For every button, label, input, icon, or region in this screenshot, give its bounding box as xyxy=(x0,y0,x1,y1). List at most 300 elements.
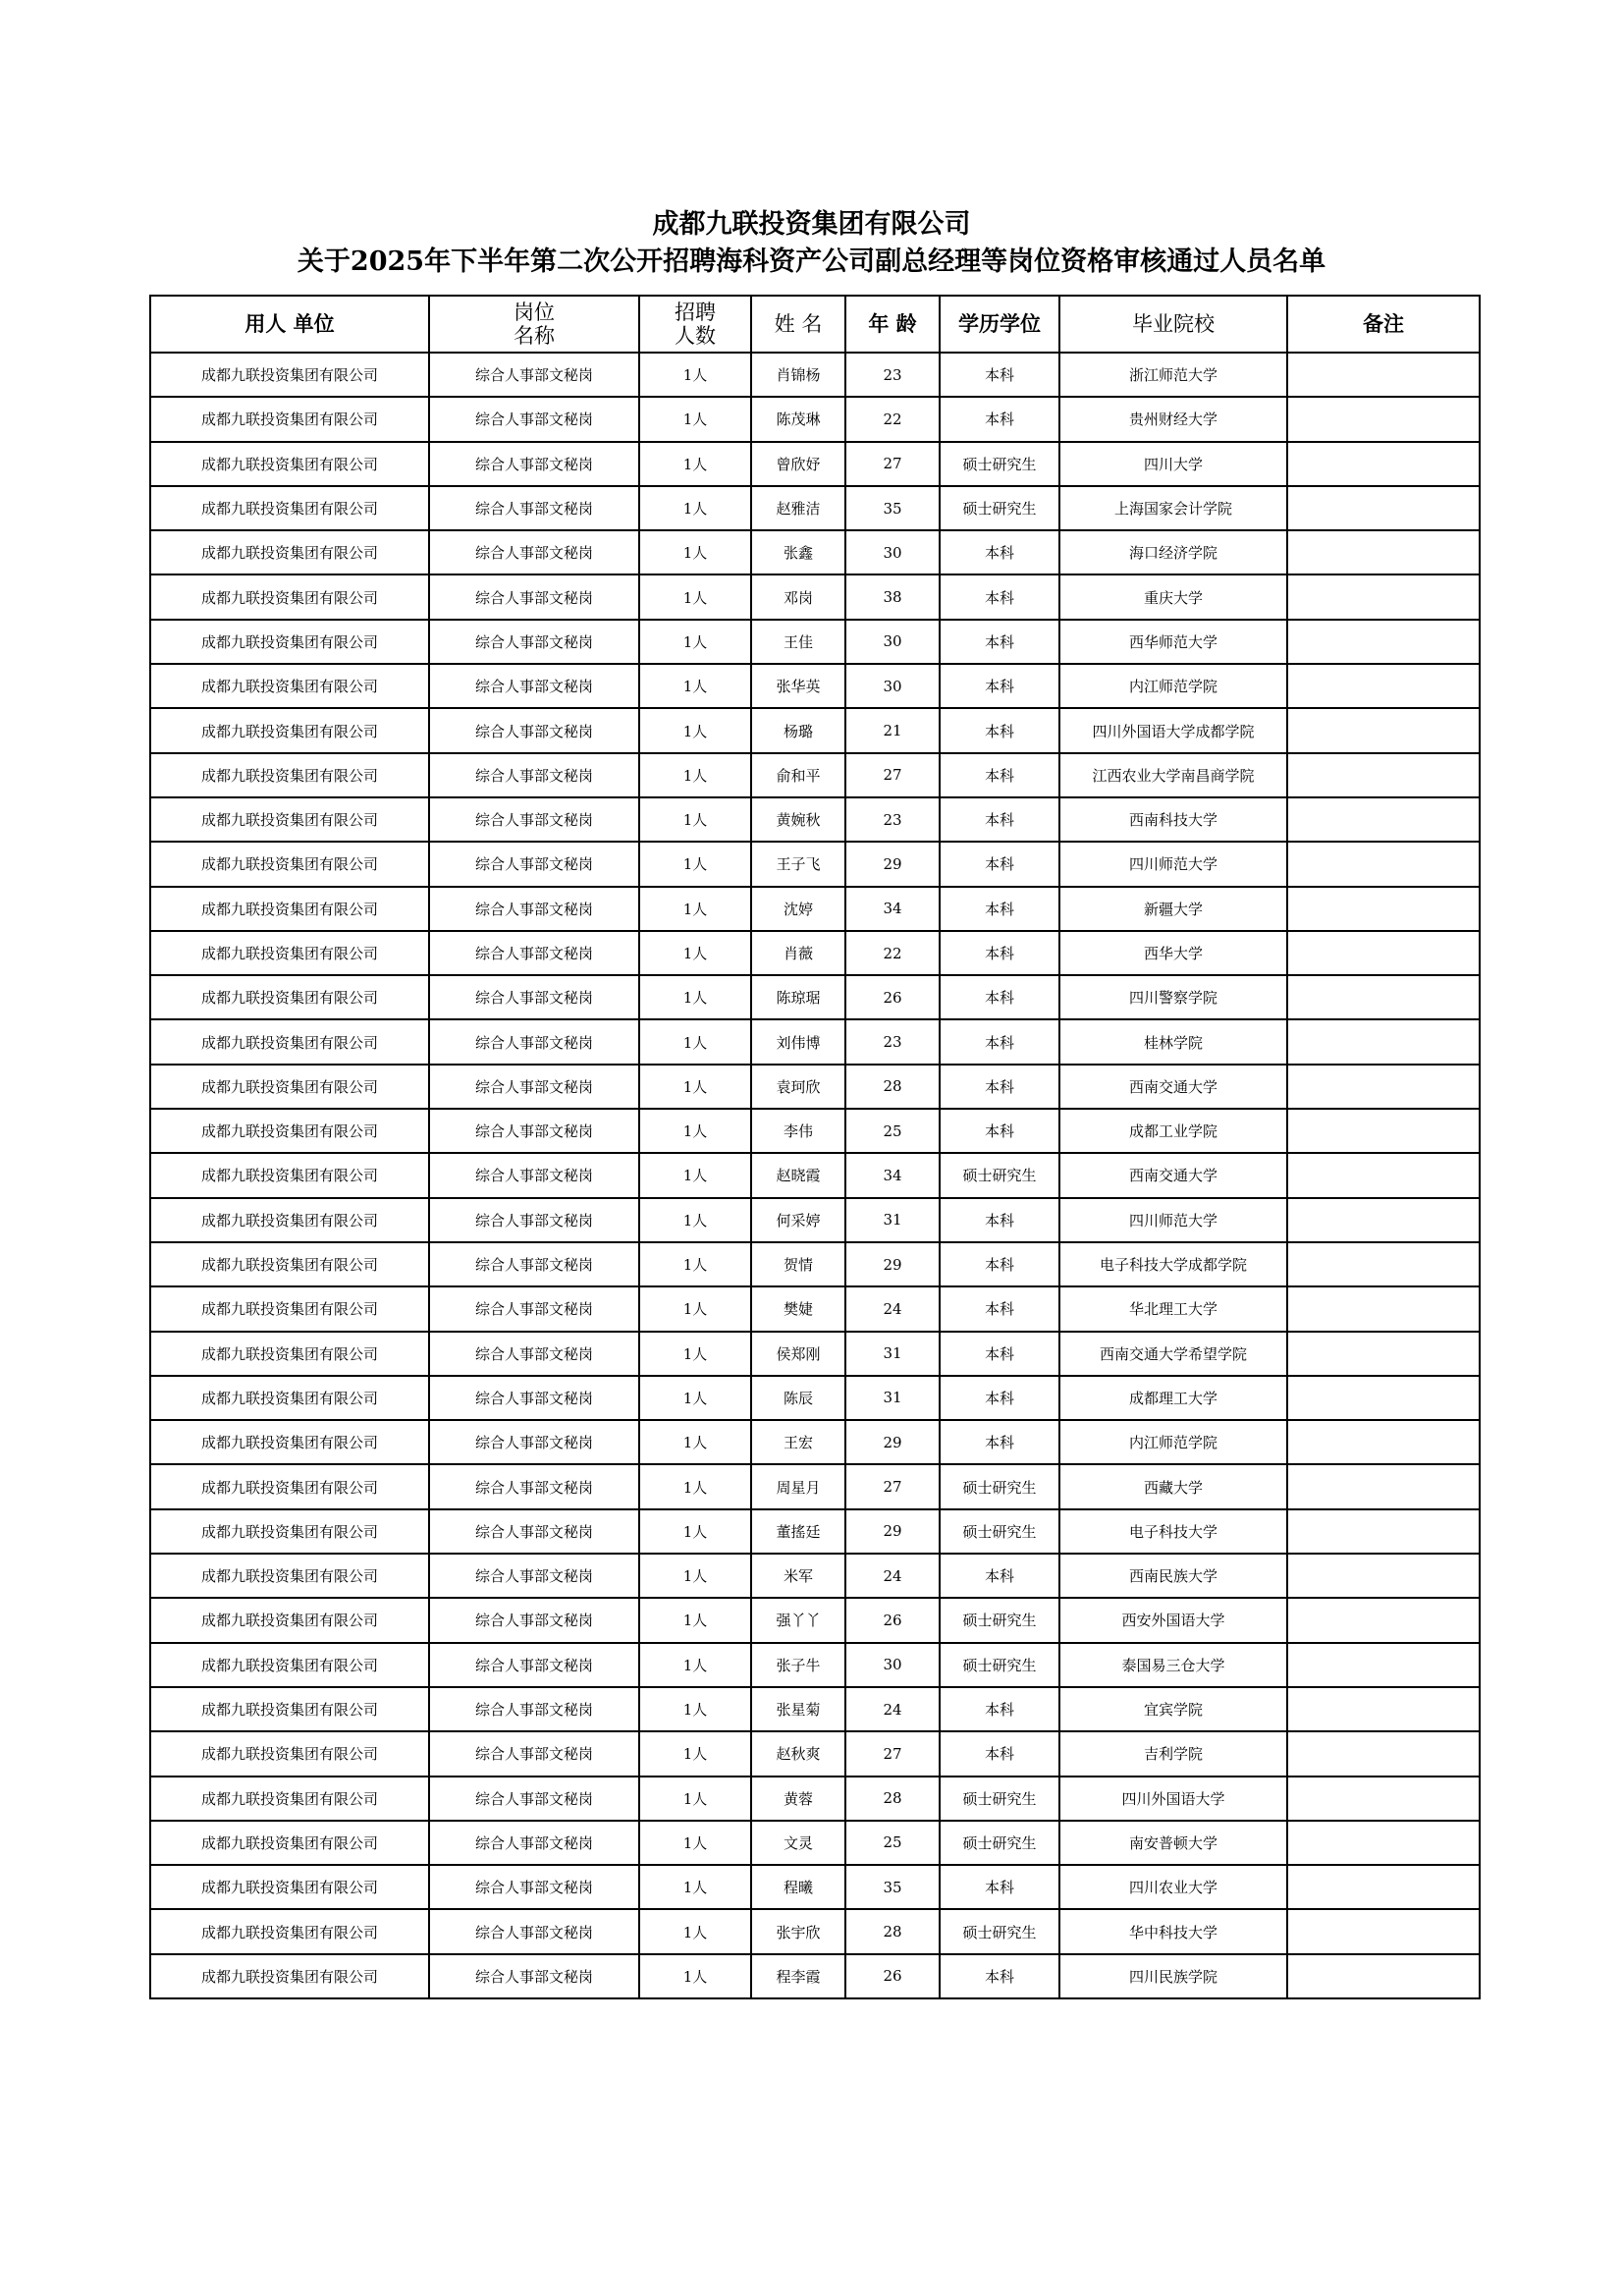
cell-age: 29 xyxy=(845,842,940,886)
cell-school: 西南交通大学 xyxy=(1059,1065,1287,1109)
cell-note xyxy=(1287,1376,1480,1420)
cell-degree: 本科 xyxy=(940,1198,1059,1242)
table-row xyxy=(150,1554,1480,1598)
cell-degree: 本科 xyxy=(940,397,1059,441)
cell-name: 王佳 xyxy=(751,620,845,664)
cell-unit: 成都九联投资集团有限公司 xyxy=(150,1865,429,1909)
cell-school: 泰国易三仓大学 xyxy=(1059,1643,1287,1687)
cell-count: 1人 xyxy=(639,1731,751,1776)
cell-degree: 本科 xyxy=(940,1286,1059,1331)
cell-degree: 本科 xyxy=(940,1242,1059,1286)
cell-age: 23 xyxy=(845,797,940,842)
cell-position: 综合人事部文秘岗 xyxy=(429,1332,639,1376)
cell-position: 综合人事部文秘岗 xyxy=(429,486,639,530)
cell-position: 综合人事部文秘岗 xyxy=(429,574,639,619)
cell-school: 江西农业大学南昌商学院 xyxy=(1059,753,1287,797)
cell-age: 23 xyxy=(845,353,940,397)
cell-note xyxy=(1287,1731,1480,1776)
header-note: 备注 xyxy=(1287,296,1480,353)
cell-name: 董搖廷 xyxy=(751,1509,845,1554)
cell-name: 樊婕 xyxy=(751,1286,845,1331)
cell-age: 35 xyxy=(845,486,940,530)
cell-position: 综合人事部文秘岗 xyxy=(429,1954,639,1998)
cell-school: 南安普顿大学 xyxy=(1059,1821,1287,1865)
cell-degree: 本科 xyxy=(940,620,1059,664)
cell-school: 西安外国语大学 xyxy=(1059,1598,1287,1642)
cell-count: 1人 xyxy=(639,620,751,664)
cell-school: 内江师范学院 xyxy=(1059,1420,1287,1464)
cell-note xyxy=(1287,1109,1480,1153)
cell-degree: 硕士研究生 xyxy=(940,1909,1059,1953)
cell-degree: 本科 xyxy=(940,530,1059,574)
cell-unit: 成都九联投资集团有限公司 xyxy=(150,1376,429,1420)
cell-degree: 硕士研究生 xyxy=(940,1598,1059,1642)
cell-note xyxy=(1287,664,1480,708)
cell-note xyxy=(1287,1777,1480,1821)
cell-age: 25 xyxy=(845,1821,940,1865)
cell-age: 30 xyxy=(845,530,940,574)
table-row xyxy=(150,1509,1480,1554)
cell-note xyxy=(1287,1065,1480,1109)
cell-school: 四川师范大学 xyxy=(1059,1198,1287,1242)
cell-unit: 成都九联投资集团有限公司 xyxy=(150,797,429,842)
cell-school: 内江师范学院 xyxy=(1059,664,1287,708)
cell-position: 综合人事部文秘岗 xyxy=(429,975,639,1019)
cell-school: 西藏大学 xyxy=(1059,1464,1287,1508)
cell-school: 四川农业大学 xyxy=(1059,1865,1287,1909)
cell-name: 赵晓霞 xyxy=(751,1153,845,1197)
cell-note xyxy=(1287,1598,1480,1642)
cell-degree: 硕士研究生 xyxy=(940,1464,1059,1508)
cell-note xyxy=(1287,574,1480,619)
cell-school: 新疆大学 xyxy=(1059,887,1287,931)
header-unit: 用人 单位 xyxy=(150,296,429,353)
cell-note xyxy=(1287,1464,1480,1508)
cell-unit: 成都九联投资集团有限公司 xyxy=(150,442,429,486)
cell-position: 综合人事部文秘岗 xyxy=(429,1909,639,1953)
cell-note xyxy=(1287,1687,1480,1731)
cell-age: 23 xyxy=(845,1019,940,1064)
cell-school: 四川外国语大学 xyxy=(1059,1777,1287,1821)
cell-name: 程李霞 xyxy=(751,1954,845,1998)
cell-count: 1人 xyxy=(639,753,751,797)
cell-school: 四川警察学院 xyxy=(1059,975,1287,1019)
cell-degree: 本科 xyxy=(940,887,1059,931)
cell-count: 1人 xyxy=(639,1420,751,1464)
cell-school: 贵州财经大学 xyxy=(1059,397,1287,441)
cell-count: 1人 xyxy=(639,1376,751,1420)
cell-age: 30 xyxy=(845,620,940,664)
cell-name: 邓岗 xyxy=(751,574,845,619)
cell-position: 综合人事部文秘岗 xyxy=(429,1598,639,1642)
cell-position: 综合人事部文秘岗 xyxy=(429,397,639,441)
table-row xyxy=(150,842,1480,886)
cell-name: 强丫丫 xyxy=(751,1598,845,1642)
cell-position: 综合人事部文秘岗 xyxy=(429,1687,639,1731)
cell-unit: 成都九联投资集团有限公司 xyxy=(150,975,429,1019)
cell-degree: 本科 xyxy=(940,1019,1059,1064)
cell-count: 1人 xyxy=(639,353,751,397)
cell-position: 综合人事部文秘岗 xyxy=(429,797,639,842)
cell-position: 综合人事部文秘岗 xyxy=(429,530,639,574)
cell-unit: 成都九联投资集团有限公司 xyxy=(150,530,429,574)
table-row xyxy=(150,1643,1480,1687)
cell-name: 张鑫 xyxy=(751,530,845,574)
cell-age: 26 xyxy=(845,975,940,1019)
cell-unit: 成都九联投资集团有限公司 xyxy=(150,1464,429,1508)
cell-degree: 本科 xyxy=(940,842,1059,886)
cell-note xyxy=(1287,353,1480,397)
cell-age: 30 xyxy=(845,1643,940,1687)
cell-position: 综合人事部文秘岗 xyxy=(429,664,639,708)
cell-count: 1人 xyxy=(639,887,751,931)
cell-school: 桂林学院 xyxy=(1059,1019,1287,1064)
cell-position: 综合人事部文秘岗 xyxy=(429,1019,639,1064)
cell-age: 29 xyxy=(845,1242,940,1286)
cell-age: 27 xyxy=(845,753,940,797)
cell-school: 宜宾学院 xyxy=(1059,1687,1287,1731)
cell-name: 曾欣妤 xyxy=(751,442,845,486)
cell-age: 29 xyxy=(845,1420,940,1464)
cell-position: 综合人事部文秘岗 xyxy=(429,753,639,797)
cell-name: 侯郑刚 xyxy=(751,1332,845,1376)
cell-age: 29 xyxy=(845,1509,940,1554)
cell-count: 1人 xyxy=(639,1643,751,1687)
cell-name: 刘伟博 xyxy=(751,1019,845,1064)
cell-age: 34 xyxy=(845,887,940,931)
cell-count: 1人 xyxy=(639,708,751,752)
cell-name: 张子牛 xyxy=(751,1643,845,1687)
cell-age: 25 xyxy=(845,1109,940,1153)
cell-degree: 硕士研究生 xyxy=(940,442,1059,486)
cell-position: 综合人事部文秘岗 xyxy=(429,887,639,931)
cell-age: 22 xyxy=(845,931,940,975)
table-row xyxy=(150,1153,1480,1197)
cell-count: 1人 xyxy=(639,1554,751,1598)
cell-age: 26 xyxy=(845,1954,940,1998)
cell-degree: 硕士研究生 xyxy=(940,1153,1059,1197)
cell-position: 综合人事部文秘岗 xyxy=(429,1153,639,1197)
cell-age: 31 xyxy=(845,1332,940,1376)
cell-unit: 成都九联投资集团有限公司 xyxy=(150,931,429,975)
cell-unit: 成都九联投资集团有限公司 xyxy=(150,1332,429,1376)
cell-degree: 本科 xyxy=(940,1376,1059,1420)
cell-degree: 硕士研究生 xyxy=(940,1643,1059,1687)
cell-position: 综合人事部文秘岗 xyxy=(429,1286,639,1331)
cell-school: 华中科技大学 xyxy=(1059,1909,1287,1953)
cell-count: 1人 xyxy=(639,1198,751,1242)
header-count xyxy=(639,296,751,353)
cell-degree: 硕士研究生 xyxy=(940,1777,1059,1821)
cell-name: 黄蓉 xyxy=(751,1777,845,1821)
cell-age: 30 xyxy=(845,664,940,708)
cell-unit: 成都九联投资集团有限公司 xyxy=(150,1909,429,1953)
table-row xyxy=(150,1198,1480,1242)
cell-degree: 本科 xyxy=(940,1109,1059,1153)
cell-note xyxy=(1287,1554,1480,1598)
cell-note xyxy=(1287,1643,1480,1687)
cell-age: 24 xyxy=(845,1554,940,1598)
document-title: 成都九联投资集团有限公司 xyxy=(652,209,971,240)
cell-note xyxy=(1287,797,1480,842)
cell-degree: 本科 xyxy=(940,1332,1059,1376)
cell-unit: 成都九联投资集团有限公司 xyxy=(150,1687,429,1731)
cell-school: 海口经济学院 xyxy=(1059,530,1287,574)
cell-age: 28 xyxy=(845,1065,940,1109)
cell-age: 38 xyxy=(845,574,940,619)
cell-count: 1人 xyxy=(639,1286,751,1331)
cell-degree: 硕士研究生 xyxy=(940,1821,1059,1865)
cell-note xyxy=(1287,1509,1480,1554)
cell-name: 黄婉秋 xyxy=(751,797,845,842)
cell-unit: 成都九联投资集团有限公司 xyxy=(150,574,429,619)
cell-name: 张华英 xyxy=(751,664,845,708)
cell-degree: 本科 xyxy=(940,1554,1059,1598)
cell-name: 陈辰 xyxy=(751,1376,845,1420)
cell-unit: 成都九联投资集团有限公司 xyxy=(150,1509,429,1554)
cell-name: 杨璐 xyxy=(751,708,845,752)
cell-position: 综合人事部文秘岗 xyxy=(429,1065,639,1109)
cell-unit: 成都九联投资集团有限公司 xyxy=(150,842,429,886)
cell-name: 程曦 xyxy=(751,1865,845,1909)
header-position-line2: 名称 xyxy=(514,324,555,348)
cell-note xyxy=(1287,1909,1480,1953)
cell-position: 综合人事部文秘岗 xyxy=(429,1198,639,1242)
cell-age: 27 xyxy=(845,442,940,486)
document-subtitle: 关于2025年下半年第二次公开招聘海科资产公司副总经理等岗位资格审核通过人员名单 xyxy=(297,246,1326,277)
cell-name: 王宏 xyxy=(751,1420,845,1464)
cell-count: 1人 xyxy=(639,442,751,486)
cell-count: 1人 xyxy=(639,1821,751,1865)
cell-degree: 本科 xyxy=(940,1731,1059,1776)
cell-name: 周星月 xyxy=(751,1464,845,1508)
cell-name: 李伟 xyxy=(751,1109,845,1153)
cell-degree: 本科 xyxy=(940,1954,1059,1998)
cell-count: 1人 xyxy=(639,486,751,530)
cell-unit: 成都九联投资集团有限公司 xyxy=(150,1065,429,1109)
cell-unit: 成都九联投资集团有限公司 xyxy=(150,1777,429,1821)
cell-unit: 成都九联投资集团有限公司 xyxy=(150,486,429,530)
cell-position: 综合人事部文秘岗 xyxy=(429,353,639,397)
cell-position: 综合人事部文秘岗 xyxy=(429,1509,639,1554)
table-row xyxy=(150,1865,1480,1909)
cell-count: 1人 xyxy=(639,975,751,1019)
header-count-line1: 招聘 xyxy=(675,301,716,324)
cell-unit: 成都九联投资集团有限公司 xyxy=(150,1731,429,1776)
cell-count: 1人 xyxy=(639,1019,751,1064)
cell-count: 1人 xyxy=(639,797,751,842)
cell-school: 四川大学 xyxy=(1059,442,1287,486)
cell-count: 1人 xyxy=(639,1777,751,1821)
table-row xyxy=(150,1731,1480,1776)
cell-position: 综合人事部文秘岗 xyxy=(429,1731,639,1776)
cell-note xyxy=(1287,708,1480,752)
cell-degree: 本科 xyxy=(940,574,1059,619)
cell-note xyxy=(1287,1286,1480,1331)
cell-unit: 成都九联投资集团有限公司 xyxy=(150,1954,429,1998)
cell-school: 电子科技大学 xyxy=(1059,1509,1287,1554)
cell-name: 张星菊 xyxy=(751,1687,845,1731)
cell-degree: 本科 xyxy=(940,1420,1059,1464)
cell-school: 四川民族学院 xyxy=(1059,1954,1287,1998)
cell-position: 综合人事部文秘岗 xyxy=(429,1777,639,1821)
table-row xyxy=(150,530,1480,574)
cell-age: 22 xyxy=(845,397,940,441)
cell-position: 综合人事部文秘岗 xyxy=(429,931,639,975)
cell-position: 综合人事部文秘岗 xyxy=(429,708,639,752)
cell-count: 1人 xyxy=(639,1598,751,1642)
cell-name: 沈婷 xyxy=(751,887,845,931)
cell-school: 华北理工大学 xyxy=(1059,1286,1287,1331)
cell-count: 1人 xyxy=(639,1109,751,1153)
cell-count: 1人 xyxy=(639,842,751,886)
cell-degree: 本科 xyxy=(940,1687,1059,1731)
cell-school: 成都理工大学 xyxy=(1059,1376,1287,1420)
cell-age: 27 xyxy=(845,1731,940,1776)
cell-unit: 成都九联投资集团有限公司 xyxy=(150,1019,429,1064)
cell-name: 赵雅洁 xyxy=(751,486,845,530)
cell-age: 21 xyxy=(845,708,940,752)
cell-count: 1人 xyxy=(639,574,751,619)
table-row xyxy=(150,1420,1480,1464)
cell-degree: 本科 xyxy=(940,1065,1059,1109)
cell-note xyxy=(1287,620,1480,664)
table-row xyxy=(150,397,1480,441)
cell-count: 1人 xyxy=(639,1865,751,1909)
cell-name: 米军 xyxy=(751,1554,845,1598)
cell-note xyxy=(1287,1954,1480,1998)
cell-note xyxy=(1287,397,1480,441)
table-row xyxy=(150,664,1480,708)
cell-unit: 成都九联投资集团有限公司 xyxy=(150,353,429,397)
header-school: 毕业院校 xyxy=(1059,296,1287,353)
cell-school: 西南民族大学 xyxy=(1059,1554,1287,1598)
cell-name: 肖薇 xyxy=(751,931,845,975)
cell-degree: 硕士研究生 xyxy=(940,486,1059,530)
table-header-row xyxy=(150,296,1480,353)
cell-school: 四川师范大学 xyxy=(1059,842,1287,886)
table-row xyxy=(150,486,1480,530)
cell-unit: 成都九联投资集团有限公司 xyxy=(150,1821,429,1865)
cell-age: 31 xyxy=(845,1198,940,1242)
header-count-line2: 人数 xyxy=(675,324,716,348)
table-row xyxy=(150,1909,1480,1953)
cell-unit: 成都九联投资集团有限公司 xyxy=(150,397,429,441)
cell-degree: 本科 xyxy=(940,708,1059,752)
cell-name: 陈琼琚 xyxy=(751,975,845,1019)
table-row xyxy=(150,574,1480,619)
cell-note xyxy=(1287,1019,1480,1064)
cell-unit: 成都九联投资集团有限公司 xyxy=(150,620,429,664)
cell-school: 西南交通大学 xyxy=(1059,1153,1287,1197)
cell-count: 1人 xyxy=(639,1909,751,1953)
cell-unit: 成都九联投资集团有限公司 xyxy=(150,887,429,931)
cell-position: 综合人事部文秘岗 xyxy=(429,1109,639,1153)
cell-note xyxy=(1287,1821,1480,1865)
cell-note xyxy=(1287,842,1480,886)
cell-count: 1人 xyxy=(639,397,751,441)
cell-name: 何采婷 xyxy=(751,1198,845,1242)
cell-name: 文灵 xyxy=(751,1821,845,1865)
cell-count: 1人 xyxy=(639,1464,751,1508)
cell-age: 34 xyxy=(845,1153,940,1197)
cell-position: 综合人事部文秘岗 xyxy=(429,1554,639,1598)
cell-age: 28 xyxy=(845,1777,940,1821)
cell-degree: 本科 xyxy=(940,975,1059,1019)
cell-unit: 成都九联投资集团有限公司 xyxy=(150,1420,429,1464)
cell-age: 31 xyxy=(845,1376,940,1420)
cell-position: 综合人事部文秘岗 xyxy=(429,1464,639,1508)
cell-school: 浙江师范大学 xyxy=(1059,353,1287,397)
header-age: 年 龄 xyxy=(845,296,940,353)
cell-count: 1人 xyxy=(639,1242,751,1286)
cell-position: 综合人事部文秘岗 xyxy=(429,1643,639,1687)
cell-count: 1人 xyxy=(639,1509,751,1554)
cell-note xyxy=(1287,530,1480,574)
table-row xyxy=(150,931,1480,975)
cell-note xyxy=(1287,442,1480,486)
cell-age: 35 xyxy=(845,1865,940,1909)
cell-degree: 本科 xyxy=(940,753,1059,797)
cell-unit: 成都九联投资集团有限公司 xyxy=(150,1643,429,1687)
table-row xyxy=(150,1687,1480,1731)
header-degree: 学历学位 xyxy=(940,296,1059,353)
cell-note xyxy=(1287,1242,1480,1286)
cell-school: 西华师范大学 xyxy=(1059,620,1287,664)
cell-school: 西南交通大学希望学院 xyxy=(1059,1332,1287,1376)
table-row xyxy=(150,887,1480,931)
cell-school: 吉利学院 xyxy=(1059,1731,1287,1776)
cell-note xyxy=(1287,1153,1480,1197)
table-row xyxy=(150,1286,1480,1331)
header-name: 姓 名 xyxy=(751,296,845,353)
cell-position: 综合人事部文秘岗 xyxy=(429,1821,639,1865)
cell-school: 西南科技大学 xyxy=(1059,797,1287,842)
cell-degree: 本科 xyxy=(940,664,1059,708)
cell-position: 综合人事部文秘岗 xyxy=(429,1242,639,1286)
cell-name: 王子飞 xyxy=(751,842,845,886)
cell-note xyxy=(1287,1865,1480,1909)
cell-degree: 本科 xyxy=(940,797,1059,842)
cell-degree: 本科 xyxy=(940,931,1059,975)
cell-name: 俞和平 xyxy=(751,753,845,797)
cell-name: 袁珂欣 xyxy=(751,1065,845,1109)
table-row xyxy=(150,1065,1480,1109)
cell-age: 24 xyxy=(845,1286,940,1331)
candidate-table xyxy=(149,295,1481,1999)
table-row xyxy=(150,353,1480,397)
cell-note xyxy=(1287,975,1480,1019)
cell-note xyxy=(1287,753,1480,797)
cell-unit: 成都九联投资集团有限公司 xyxy=(150,1153,429,1197)
cell-unit: 成都九联投资集团有限公司 xyxy=(150,708,429,752)
cell-age: 26 xyxy=(845,1598,940,1642)
cell-name: 贺情 xyxy=(751,1242,845,1286)
table-row xyxy=(150,753,1480,797)
cell-unit: 成都九联投资集团有限公司 xyxy=(150,753,429,797)
cell-note xyxy=(1287,1420,1480,1464)
cell-position: 综合人事部文秘岗 xyxy=(429,1865,639,1909)
cell-note xyxy=(1287,1198,1480,1242)
cell-age: 28 xyxy=(845,1909,940,1953)
table-row xyxy=(150,1332,1480,1376)
cell-degree: 本科 xyxy=(940,1865,1059,1909)
cell-position: 综合人事部文秘岗 xyxy=(429,442,639,486)
cell-count: 1人 xyxy=(639,1954,751,1998)
header-position xyxy=(429,296,639,353)
cell-unit: 成都九联投资集团有限公司 xyxy=(150,1598,429,1642)
cell-position: 综合人事部文秘岗 xyxy=(429,1376,639,1420)
